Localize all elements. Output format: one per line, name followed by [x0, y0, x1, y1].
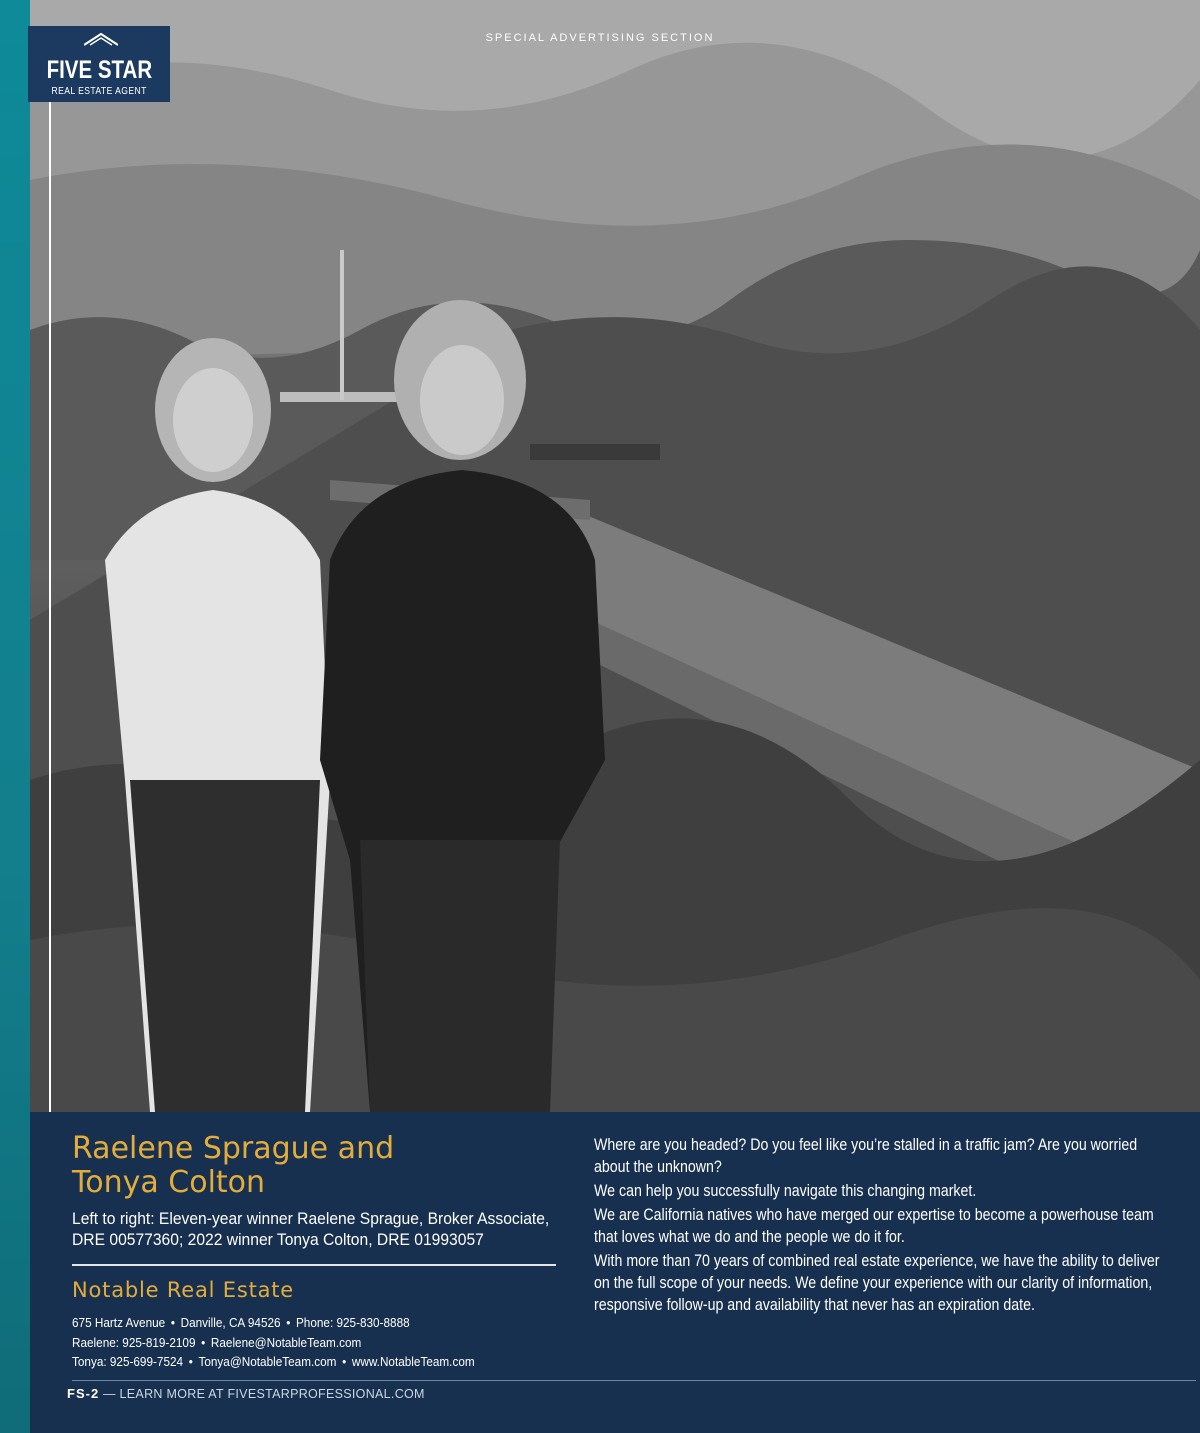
- separator: •: [201, 1335, 206, 1350]
- footer-dash: —: [102, 1387, 116, 1401]
- body-paragraph-3: We are California natives who have merged our expertise to become a powerhouse team that loves what we do and the people we do it for.: [594, 1206, 1154, 1246]
- contact-line-3: [72, 1353, 542, 1373]
- city: Danville, CA 94526: [180, 1316, 281, 1330]
- separator: •: [286, 1316, 291, 1330]
- page-footer: [67, 1386, 425, 1401]
- special-advertising-label: SPECIAL ADVERTISING SECTION: [485, 32, 715, 44]
- website-link[interactable]: www.NotableTeam.com: [351, 1355, 475, 1369]
- body-text: [594, 1134, 1174, 1318]
- logo-main-text: FIVE STAR: [46, 56, 152, 84]
- agent-names-heading: [72, 1132, 556, 1200]
- contact-line-2: [72, 1334, 542, 1354]
- vertical-rule: [49, 36, 51, 1112]
- page-number: FS-2: [67, 1386, 100, 1401]
- address: 675 Hartz Avenue: [72, 1316, 166, 1330]
- landscape-photo-illustration: [30, 0, 1200, 1112]
- office-phone[interactable]: Phone: 925-830-8888: [295, 1316, 410, 1330]
- footer-rule: [72, 1380, 1196, 1381]
- footer-link[interactable]: LEARN MORE AT FIVESTARPROFESSIONAL.COM: [119, 1387, 425, 1401]
- photo-caption: [72, 1208, 569, 1250]
- contact-line-1: [72, 1314, 542, 1334]
- heading-line-2: Tonya Colton: [72, 1165, 266, 1200]
- heading-line-1: Raelene Sprague and: [72, 1131, 395, 1166]
- body-paragraph-4: With more than 70 years of combined real estate experience, we have the ability to deliver on the full scope of your needs. We define your experience with our clarity of information, responsive follow-up and availability that never has an expiration date.: [594, 1252, 1160, 1314]
- company-name: Notable Real Estate: [72, 1278, 295, 1302]
- caption-line-1: Left to right: Eleven-year winner Raelene Sprague, Broker Associate,: [72, 1209, 550, 1228]
- raelene-phone[interactable]: Raelene: 925-819-2109: [72, 1335, 196, 1350]
- tonya-phone[interactable]: Tonya: 925-699-7524: [72, 1355, 184, 1369]
- tonya-email[interactable]: Tonya@NotableTeam.com: [198, 1355, 337, 1369]
- body-paragraph-1: Where are you headed? Do you feel like you’re stalled in a traffic jam? Are you worried about the unknown?: [594, 1136, 1138, 1176]
- contact-info: [72, 1314, 542, 1373]
- agent-info: [72, 1132, 556, 1373]
- separator: •: [170, 1316, 175, 1330]
- divider: [72, 1264, 556, 1266]
- hero-photo: [30, 0, 1200, 1112]
- caption-line-2: DRE 00577360; 2022 winner Tonya Colton, DRE 01993057: [72, 1230, 484, 1249]
- logo-sub-text: REAL ESTATE AGENT: [51, 85, 147, 97]
- raelene-email[interactable]: Raelene@NotableTeam.com: [210, 1335, 362, 1350]
- teal-side-strip: [0, 0, 30, 1433]
- separator: •: [188, 1355, 193, 1369]
- info-panel: [30, 1112, 1200, 1433]
- body-paragraph-2: We can help you successfully navigate this changing market.: [594, 1182, 977, 1200]
- separator: •: [342, 1355, 347, 1369]
